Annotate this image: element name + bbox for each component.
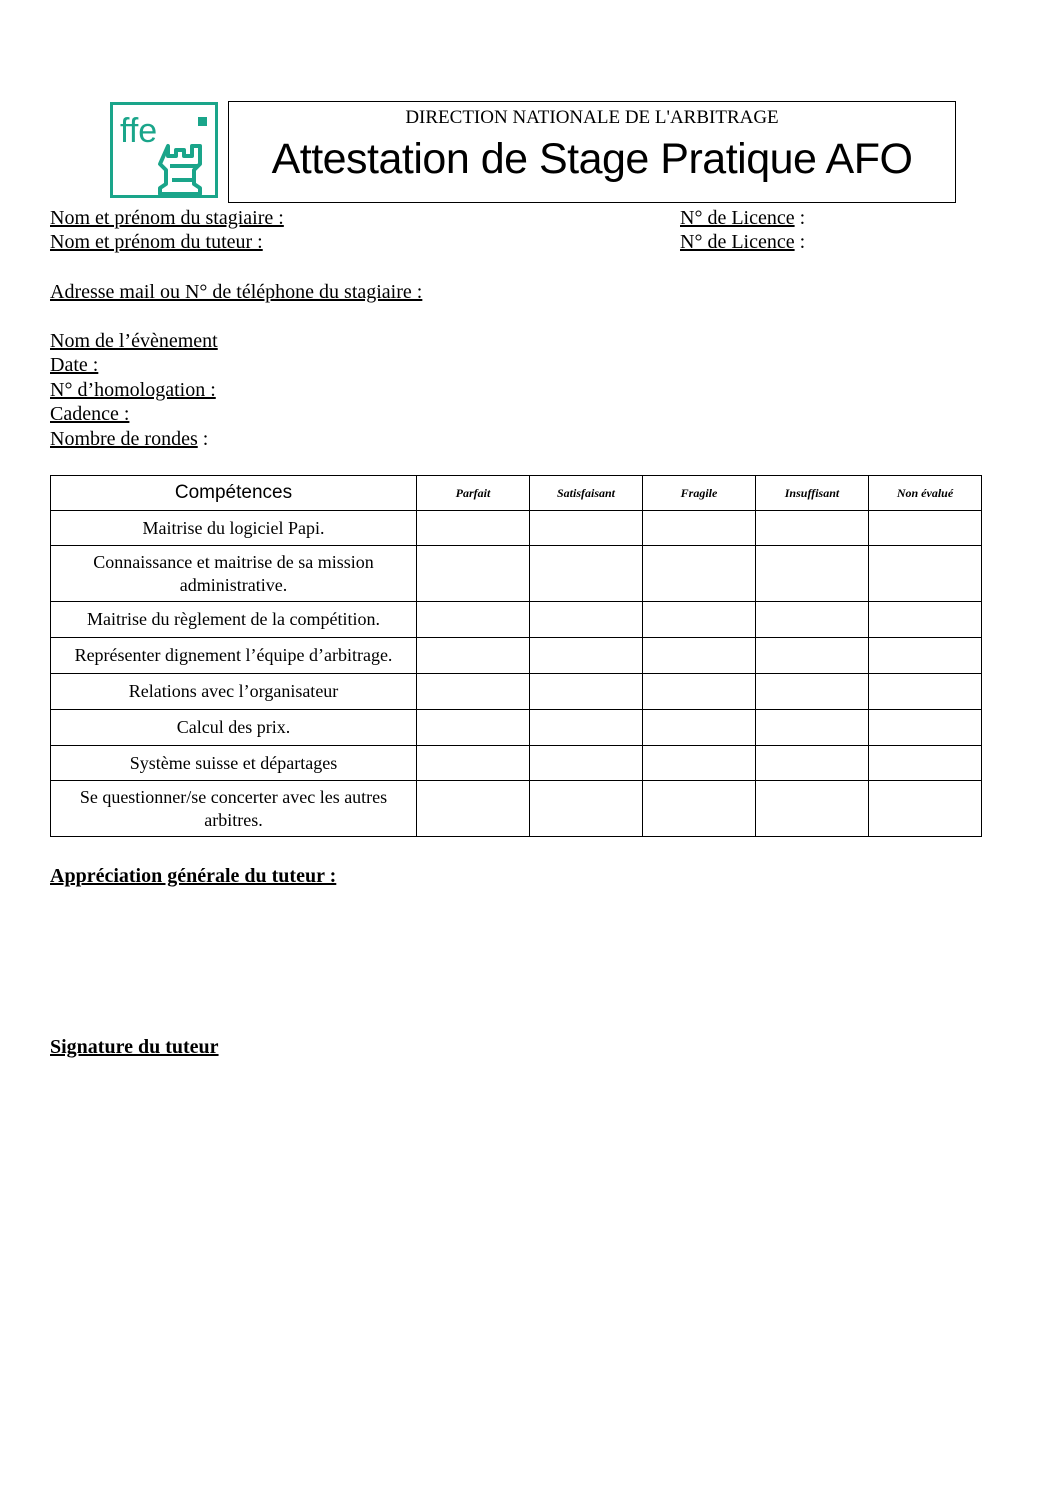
appreciation-heading: Appréciation générale du tuteur : — [50, 865, 337, 887]
rating-cell[interactable] — [869, 638, 982, 674]
level-non-evalue: Non évalué — [869, 476, 982, 511]
rating-cell[interactable] — [643, 638, 756, 674]
rating-cell[interactable] — [756, 511, 869, 546]
rating-cell[interactable] — [756, 746, 869, 781]
competence-label: Connaissance et maitrise de sa mission administrative. — [51, 546, 417, 602]
rating-cell[interactable] — [869, 746, 982, 781]
signature-heading: Signature du tuteur — [50, 1036, 219, 1058]
competences-header: Compétences — [51, 476, 417, 511]
rating-cell[interactable] — [869, 674, 982, 710]
homologation-row — [50, 378, 216, 402]
rating-cell[interactable] — [530, 511, 643, 546]
table-header-row — [51, 476, 982, 511]
rating-cell[interactable] — [643, 746, 756, 781]
table-row — [51, 674, 982, 710]
svg-text:ffe: ffe — [120, 112, 158, 150]
tutor-name-row — [50, 230, 263, 254]
competence-label: Maitrise du règlement de la compétition. — [51, 602, 417, 638]
trainee-name-row — [50, 206, 284, 230]
rating-cell[interactable] — [530, 746, 643, 781]
rating-cell[interactable] — [643, 674, 756, 710]
rating-cell[interactable] — [643, 781, 756, 837]
rating-cell[interactable] — [643, 710, 756, 746]
rating-cell[interactable] — [756, 674, 869, 710]
competence-label: Se questionner/se concerter avec les autres arbitres. — [51, 781, 417, 837]
rating-cell[interactable] — [417, 710, 530, 746]
rating-cell[interactable] — [869, 781, 982, 837]
rating-cell[interactable] — [417, 781, 530, 837]
competence-label: Relations avec l’organisateur — [51, 674, 417, 710]
table-row — [51, 511, 982, 546]
rating-cell[interactable] — [530, 710, 643, 746]
rating-cell[interactable] — [643, 511, 756, 546]
cadence-label: Cadence : — [50, 403, 130, 425]
level-parfait: Parfait — [417, 476, 530, 511]
rounds-label: Nombre de rondes — [50, 428, 198, 450]
tutor-licence-row — [680, 230, 805, 254]
competence-label: Représenter dignement l’équipe d’arbitrage. — [51, 638, 417, 674]
level-fragile: Fragile — [643, 476, 756, 511]
rating-cell[interactable] — [643, 602, 756, 638]
rating-cell[interactable] — [417, 674, 530, 710]
trainee-licence-label: N° de Licence — [680, 207, 795, 229]
date-row — [50, 353, 98, 377]
table-row — [51, 638, 982, 674]
rating-cell[interactable] — [417, 602, 530, 638]
level-insuffisant: Insuffisant — [756, 476, 869, 511]
table-row — [51, 546, 982, 602]
contact-label: Adresse mail ou N° de téléphone du stagiaire : — [50, 281, 423, 303]
rating-cell[interactable] — [417, 546, 530, 602]
rating-cell[interactable] — [530, 674, 643, 710]
rating-cell[interactable] — [869, 546, 982, 602]
rating-cell[interactable] — [756, 602, 869, 638]
trainee-licence-row — [680, 206, 805, 230]
rating-cell[interactable] — [417, 638, 530, 674]
table-row — [51, 746, 982, 781]
rating-cell[interactable] — [869, 602, 982, 638]
rating-cell[interactable] — [643, 546, 756, 602]
cadence-row — [50, 402, 129, 426]
rating-cell[interactable] — [756, 710, 869, 746]
rounds-row — [50, 427, 208, 451]
trainee-name-label: Nom et prénom du stagiaire : — [50, 207, 284, 229]
homologation-label: N° d’homologation : — [50, 379, 216, 401]
rating-cell[interactable] — [869, 511, 982, 546]
competences-table — [50, 475, 982, 837]
competence-label: Maitrise du logiciel Papi. — [51, 511, 417, 546]
rating-cell[interactable] — [530, 602, 643, 638]
trainee-licence-colon: : — [794, 207, 806, 229]
rating-cell[interactable] — [530, 546, 643, 602]
table-row — [51, 602, 982, 638]
date-label: Date : — [50, 354, 99, 376]
header-box — [228, 101, 956, 203]
rounds-colon: : — [197, 428, 209, 450]
table-row — [51, 710, 982, 746]
tutor-licence-label: N° de Licence — [680, 231, 795, 253]
rating-cell[interactable] — [530, 638, 643, 674]
rating-cell[interactable] — [756, 638, 869, 674]
signature-row — [50, 1035, 219, 1059]
tutor-name-label: Nom et prénom du tuteur : — [50, 231, 263, 253]
page-title: Attestation de Stage Pratique AFO — [271, 135, 913, 183]
contact-row — [50, 280, 422, 304]
rating-cell[interactable] — [417, 511, 530, 546]
rating-cell[interactable] — [756, 546, 869, 602]
event-name-label: Nom de l’évènement — [50, 330, 218, 352]
table-row — [51, 781, 982, 837]
tutor-licence-colon: : — [794, 231, 806, 253]
competence-label: Calcul des prix. — [51, 710, 417, 746]
competence-label: Système suisse et départages — [51, 746, 417, 781]
rating-cell[interactable] — [417, 746, 530, 781]
event-name-row — [50, 329, 218, 353]
appreciation-row — [50, 864, 336, 888]
rating-cell[interactable] — [756, 781, 869, 837]
rating-cell[interactable] — [869, 710, 982, 746]
rating-cell[interactable] — [530, 781, 643, 837]
direction-label: DIRECTION NATIONALE DE L'ARBITRAGE — [405, 107, 779, 128]
level-satisfaisant: Satisfaisant — [530, 476, 643, 511]
ffe-logo — [110, 102, 218, 198]
